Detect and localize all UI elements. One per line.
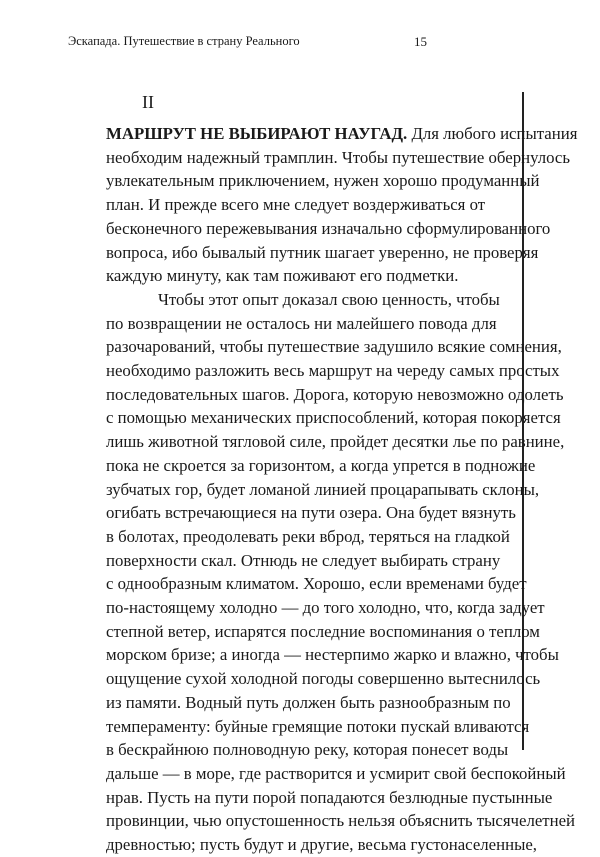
text-line: бесконечного пережевывания изначально сформулированного bbox=[106, 218, 551, 238]
text-line: поверхности скал. Отнюдь не следует выбирать страну bbox=[106, 550, 501, 570]
text-line: древностью; пусть будут и другие, весьма густонаселенные, bbox=[106, 835, 537, 855]
text-line: план. И прежде всего мне следует воздерживаться от bbox=[106, 195, 486, 215]
text-line: с однообразным климатом. Хорошо, если временами будет bbox=[106, 574, 527, 594]
text-line: по возвращении не осталось ни малейшего повода для bbox=[106, 313, 497, 333]
running-head-title: Эскапада. Путешествие в страну Реального bbox=[68, 34, 300, 48]
paragraph-start-line: Чтобы этот опыт доказал свою ценность, чтобы bbox=[158, 289, 500, 309]
text-line: пока не скроется за горизонтом, а когда упрется в подножие bbox=[106, 455, 536, 475]
text-line: необходим надежный трамплин. Чтобы путешествие обернулось bbox=[106, 147, 571, 167]
text-line: дальше — в море, где растворится и усмирит свой беспокойный bbox=[106, 763, 566, 783]
page-number: 15 bbox=[414, 34, 427, 49]
text-line: ощущение сухой холодной погоды совершенно вытеснилось bbox=[106, 669, 541, 689]
text-line: последовательных шагов. Дорога, которую невозможно одолеть bbox=[106, 384, 564, 404]
text-line: морском бризе; а иногда — нестерпимо жарко и влажно, чтобы bbox=[106, 645, 559, 665]
text-line: по-настоящему холодно — до того холодно, что, когда задует bbox=[106, 598, 545, 618]
text-line: вопроса, ибо бывалый путник шагает уверенно, не проверяя bbox=[106, 242, 539, 262]
text-line: нрав. Пусть на пути порой попадаются безлюдные пустынные bbox=[106, 787, 553, 807]
text-line: в болотах, преодолевать реки вброд, теряться на гладкой bbox=[106, 526, 510, 546]
section-numeral: II bbox=[142, 92, 154, 112]
text-line: в бескрайнюю полноводную реку, которая понесет воды bbox=[106, 740, 509, 760]
text-line: увлекательным приключением, нужен хорошо продуманный bbox=[106, 171, 540, 191]
text-line: зубчатых гор, будет ломаной линией процарапывать склоны, bbox=[106, 479, 540, 499]
text-line: из памяти. Водный путь должен быть разнообразным по bbox=[106, 692, 511, 712]
text-line bbox=[106, 122, 578, 146]
text-line: с помощью механических приспособлений, которая покоряется bbox=[106, 408, 561, 428]
text-line: разочарований, чтобы путешествие задушило всякие сомнения, bbox=[106, 337, 562, 357]
text-line: лишь животной тягловой силе, пройдет десятки лье по равнине, bbox=[106, 432, 565, 452]
text-line: темпераменту: буйные гремящие потоки пускай вливаются bbox=[106, 716, 530, 736]
text-line-segment: Для любого испытания bbox=[407, 124, 578, 143]
text-line: огибать встречающиеся на пути озера. Она будет вязнуть bbox=[106, 503, 516, 523]
runin-heading: МАРШРУТ НЕ ВЫБИРАЮТ НАУГАД. bbox=[106, 124, 408, 143]
text-line: провинции, чью опустошенность нельзя объяснить тысячелетней bbox=[106, 811, 576, 831]
text-line: каждую минуту, как там поживают его подметки. bbox=[106, 266, 459, 286]
text-line: степной ветер, испарятся последние воспоминания о теплом bbox=[106, 621, 540, 641]
body-text bbox=[106, 122, 578, 857]
text-line: необходимо разложить весь маршрут на череду самых простых bbox=[106, 361, 560, 381]
